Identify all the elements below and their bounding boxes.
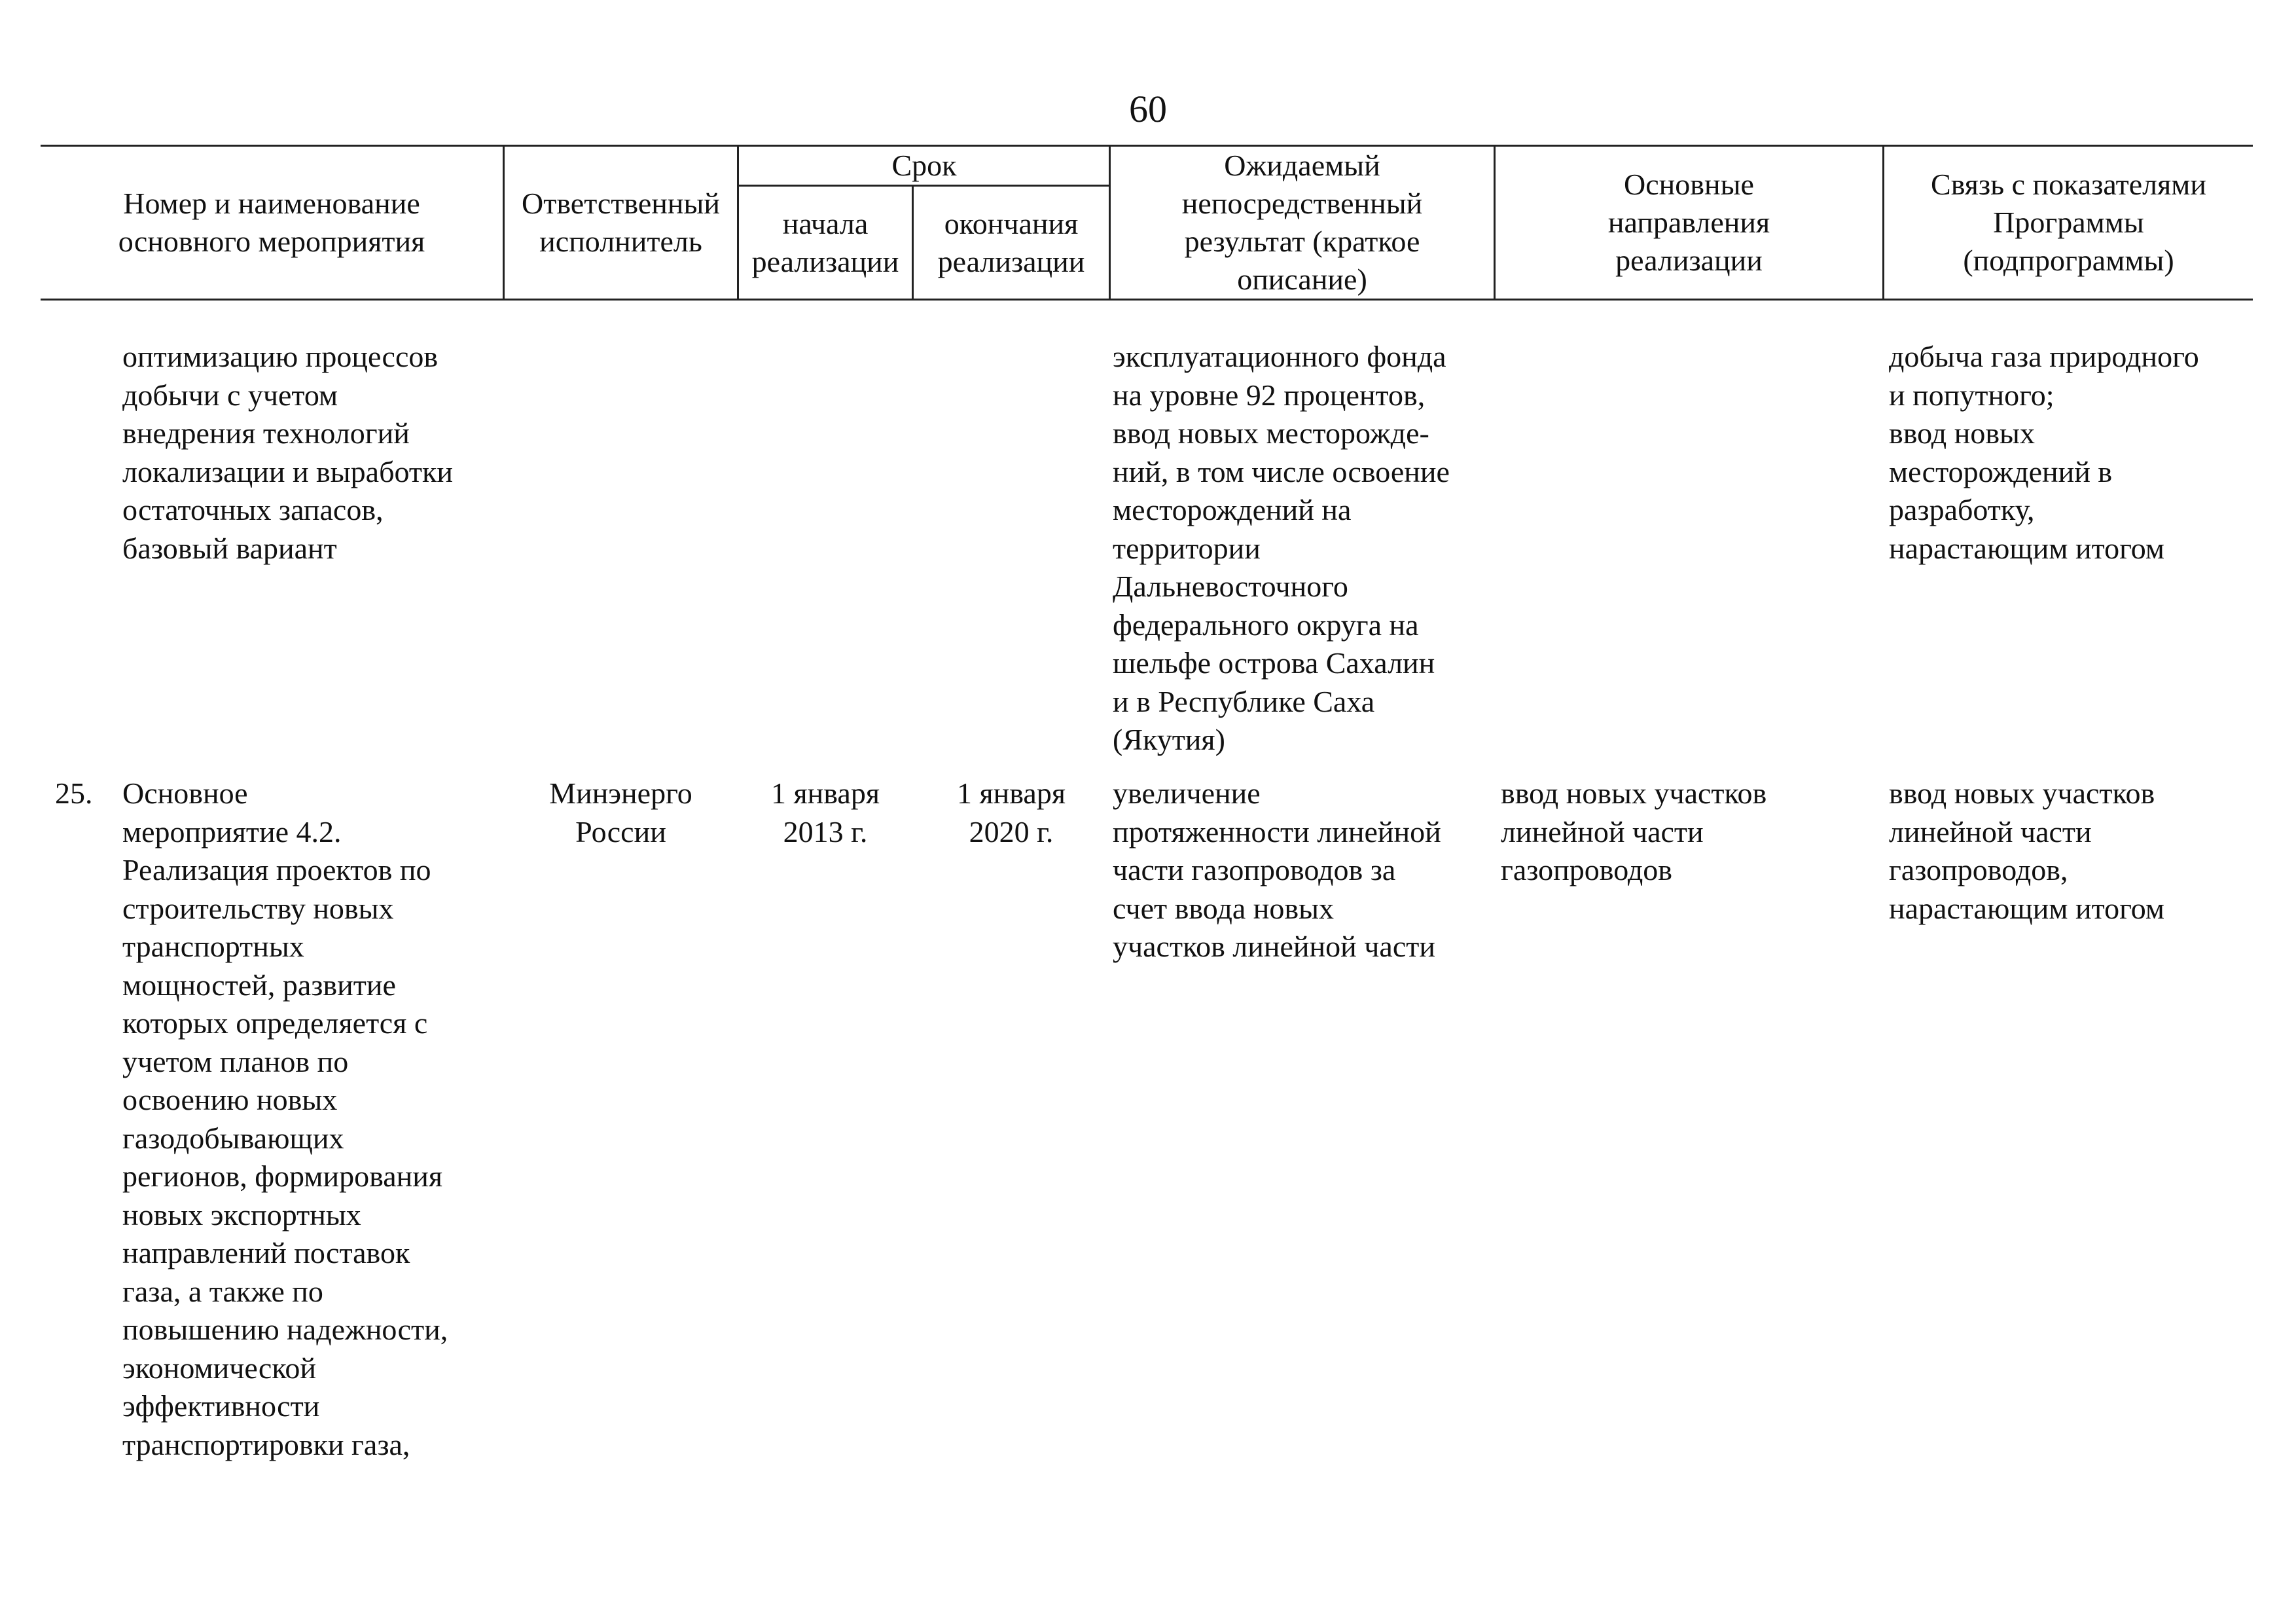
header-result-text: Ожидаемый непосредственный результат (краткое описание) [1181, 149, 1423, 296]
row1-result: эксплуатационного фонда на уровне 92 процентов, ввод новых месторожде- ний, в том числе освоение месторождений на территории Дальневосточного федерального округа на шельфе острова Сахалин и в Республике Саха (Якутия) [1113, 340, 1450, 756]
header-start [739, 187, 912, 299]
row2-start: 1 января 2013 г. [771, 776, 880, 848]
row1-indicators: добыча газа природного и попутного; ввод новых месторождений в разработку, нарастающим итогом [1889, 340, 2199, 565]
header-bottom-border [41, 299, 2253, 301]
header-end-text: окончания реализации [937, 206, 1085, 278]
row1-name: оптимизацию процессов добычи с учетом внедрения технологий локализации и выработки остаточных запасов, базовый вариант [122, 340, 453, 565]
header-term-text: Срок [891, 149, 957, 182]
header-directions-text: Основные направления реализации [1607, 168, 1770, 277]
header-end [914, 187, 1109, 299]
row2-name: Основное мероприятие 4.2. Реализация проектов по строительству новых транспортных мощностей, развитие которых определяется с учетом планов по освоению новых газодобывающих регионов, формирования новых экспортных направлений поставок газа, а также по повышению надежности, экономической эффективности транспортировки газа, [122, 776, 448, 1461]
header-start-text: начала реализации [751, 206, 899, 278]
header-name-text: Номер и наименование основного мероприятия [118, 187, 425, 258]
page-number: 60 [1129, 88, 1167, 130]
header-indicators-text: Связь с показателями Программы (подпрограммы) [1931, 168, 2206, 277]
header-result [1111, 147, 1494, 299]
row2-indicators: ввод новых участков линейной части газопроводов, нарастающим итогом [1889, 776, 2165, 925]
header-name [41, 147, 503, 299]
row2-responsible: Минэнерго России [549, 776, 692, 848]
header-responsible [505, 147, 737, 299]
row2-directions: ввод новых участков линейной части газопроводов [1501, 776, 1767, 886]
header-directions [1496, 147, 1882, 299]
row2-end: 1 января 2020 г. [957, 776, 1066, 848]
header-indicators [1884, 147, 2253, 299]
row2-result: увеличение протяженности линейной части газопроводов за счет ввода новых участков линейной части [1113, 776, 1441, 963]
header-responsible-text: Ответственный исполнитель [522, 187, 720, 258]
row2-number: 25. [55, 776, 93, 810]
header-term [739, 147, 1109, 185]
